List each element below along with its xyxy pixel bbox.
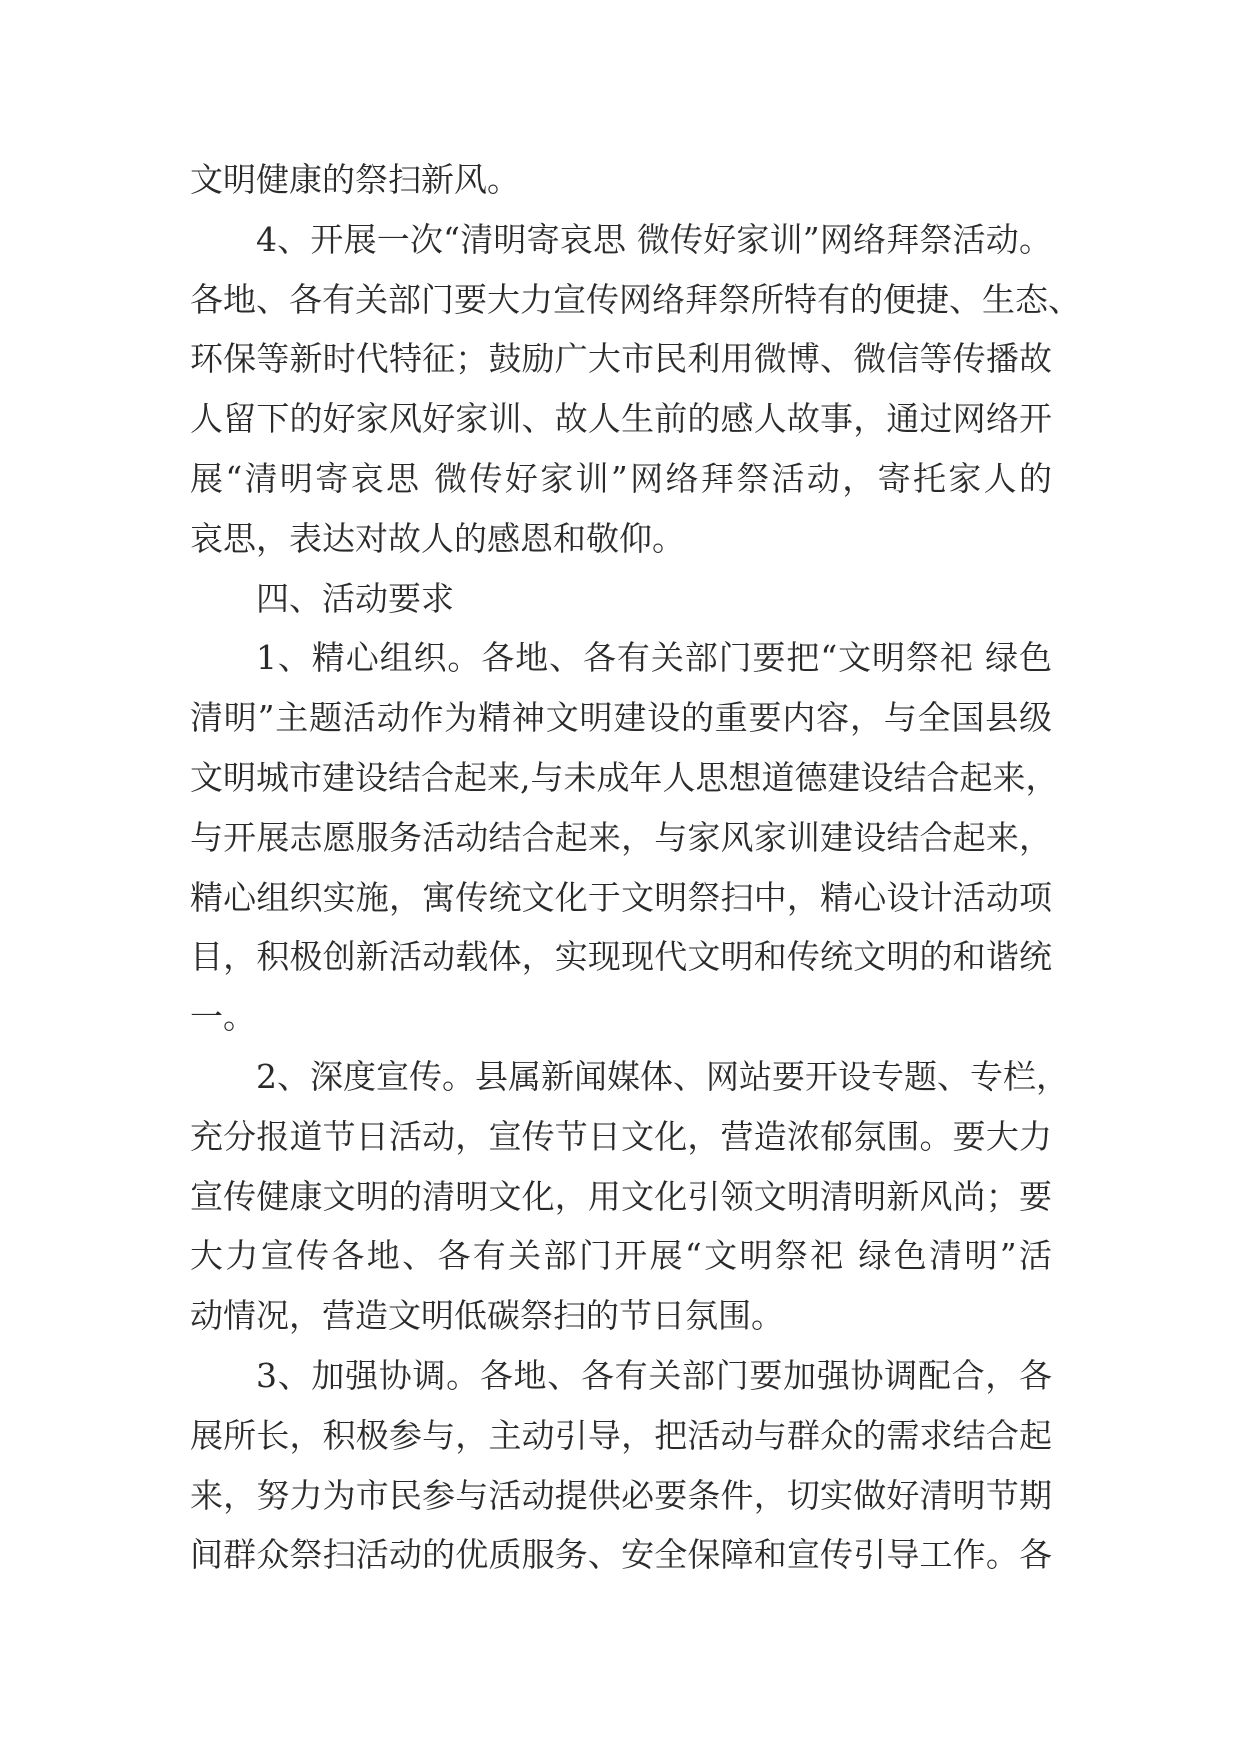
- text-line: 间群众祭扫活动的优质服务、安全保障和宣传引导工作。各: [190, 1535, 1052, 1575]
- text-line: 动情况，营造文明低碳祭扫的节日氛围。: [190, 1296, 784, 1336]
- text-line: 各地、各有关部门要大力宣传网络拜祭所特有的便捷、生态、: [190, 279, 1081, 319]
- text-line: 人留下的好家风好家训、故人生前的感人故事，通过网络开: [190, 399, 1052, 439]
- text-line: 宣传健康文明的清明文化，用文化引领文明清明新风尚；要: [190, 1176, 1052, 1216]
- text-line: 3、加强协调。各地、各有关部门要加强协调配合，各: [256, 1355, 1052, 1395]
- text-line: 来，努力为市民参与活动提供必要条件，切实做好清明节期: [190, 1475, 1052, 1515]
- text-line: 精心组织实施，寓传统文化于文明祭扫中，精心设计活动项: [190, 877, 1052, 917]
- text-line: 清明”主题活动作为精神文明建设的重要内容，与全国县级: [190, 698, 1052, 738]
- text-line: 环保等新时代特征；鼓励广大市民利用微博、微信等传播故: [190, 339, 1052, 379]
- text-line: 展所长，积极参与，主动引导，把活动与群众的需求结合起: [190, 1415, 1052, 1455]
- text-line: 哀思，表达对故人的感恩和敬仰。: [190, 518, 685, 558]
- text-line: 1、精心组织。各地、各有关部门要把“文明祭祀 绿色: [256, 638, 1052, 678]
- text-line: 4、开展一次“清明寄哀思 微传好家训”网络拜祭活动。: [256, 219, 1052, 259]
- text-line: 一。: [190, 997, 256, 1037]
- text-line: 文明城市建设结合起来,与未成年人思想道德建设结合起来，: [190, 757, 1059, 797]
- text-line: 展“清明寄哀思 微传好家训”网络拜祭活动，寄托家人的: [190, 458, 1052, 498]
- section-heading: 四、活动要求: [256, 578, 454, 618]
- text-line: 大力宣传各地、各有关部门开展“文明祭祀 绿色清明”活: [190, 1236, 1052, 1276]
- text-line: 与开展志愿服务活动结合起来，与家风家训建设结合起来，: [190, 817, 1052, 857]
- text-line: 充分报道节日活动，宣传节日文化，营造浓郁氛围。要大力: [190, 1116, 1052, 1156]
- text-line: 目，积极创新活动载体，实现现代文明和传统文明的和谐统: [190, 937, 1052, 977]
- document-body: [190, 150, 1081, 1585]
- text-line: 文明健康的祭扫新风。: [190, 160, 520, 199]
- text-line: 2、深度宣传。县属新闻媒体、网站要开设专题、专栏，: [256, 1056, 1069, 1096]
